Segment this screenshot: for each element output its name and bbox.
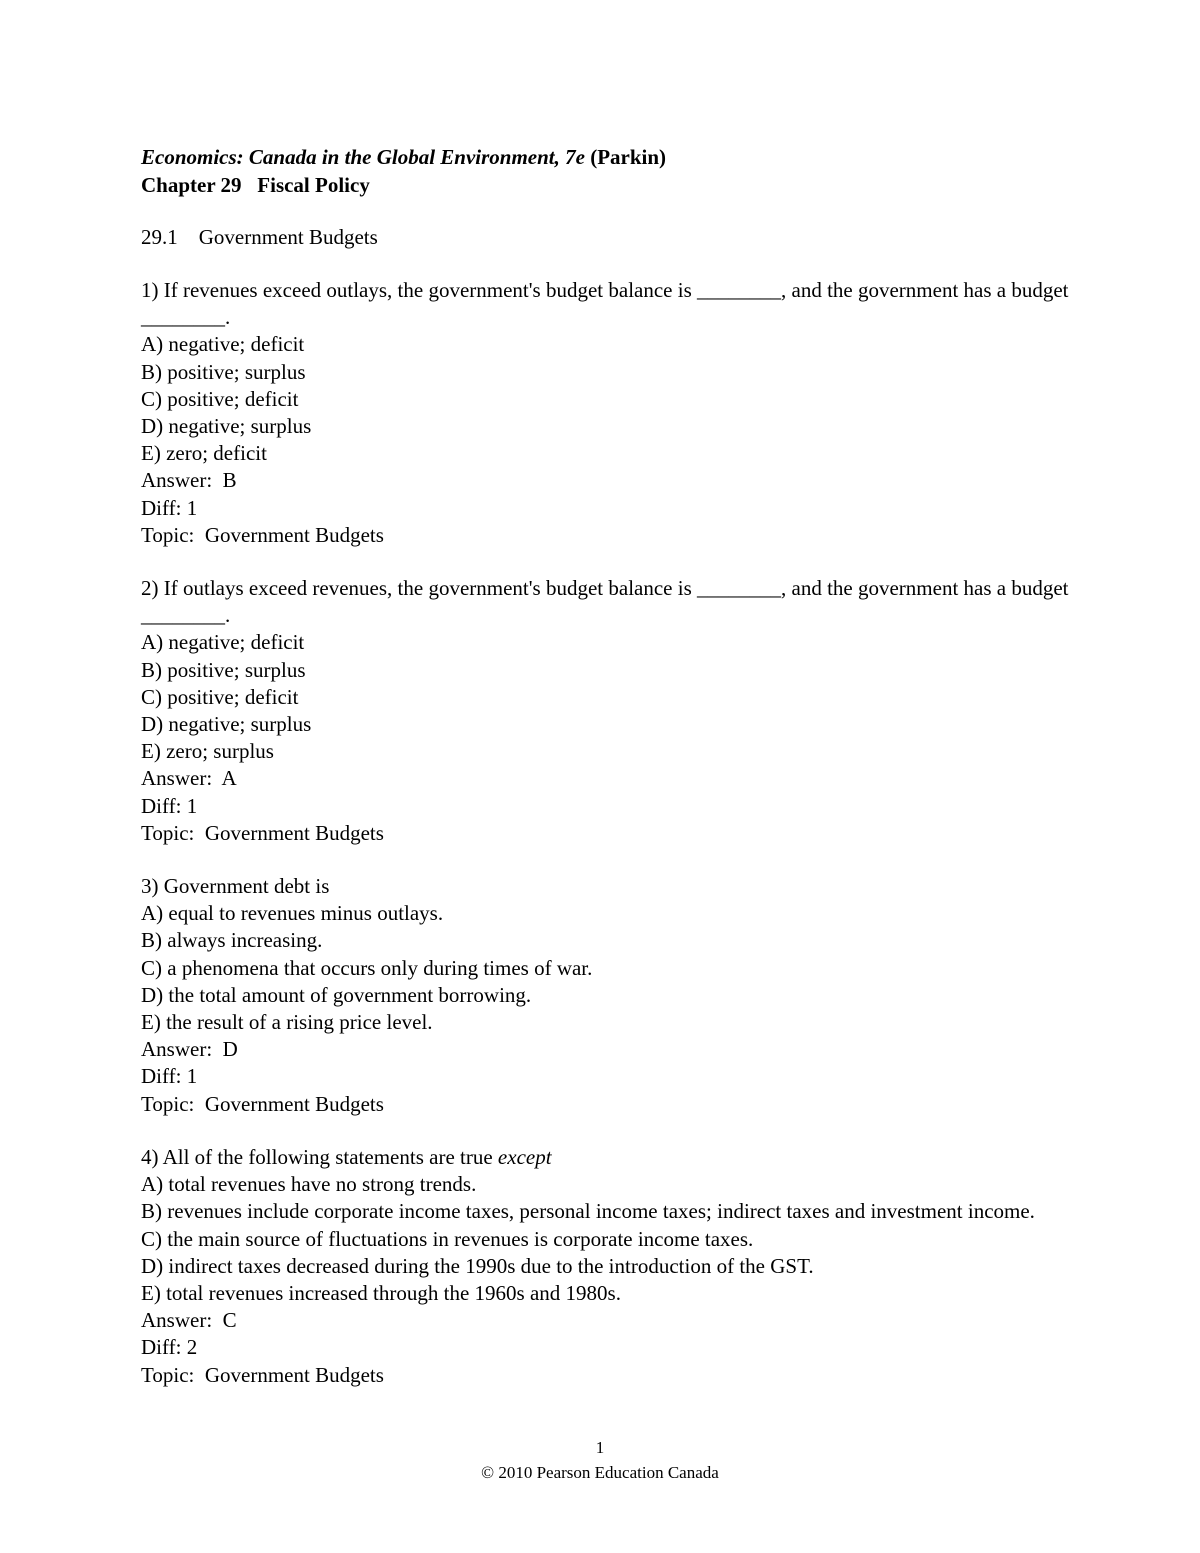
answer-option: A) equal to revenues minus outlays. xyxy=(141,901,444,926)
copyright-notice: © 2010 Pearson Education Canada xyxy=(481,1463,719,1482)
answer-option: E) the result of a rising price level. xyxy=(141,1010,433,1035)
book-title-line xyxy=(141,143,666,171)
answer-option: D) negative; surplus xyxy=(141,414,312,439)
answer-option: B) positive; surplus xyxy=(141,359,306,384)
answer-option: C) a phenomena that occurs only during times of war. xyxy=(141,955,593,980)
topic: Topic: Government Budgets xyxy=(141,522,384,547)
question-3 xyxy=(141,873,1071,1118)
difficulty: Diff: 1 xyxy=(141,495,198,520)
book-author: (Parkin) xyxy=(584,145,667,169)
question-2 xyxy=(141,575,1071,847)
question-stem: 3) Government debt is xyxy=(141,874,330,898)
question-stem-emphasis: except xyxy=(497,1145,552,1169)
answer-option: D) the total amount of government borrowing. xyxy=(141,982,532,1007)
document-header xyxy=(141,143,666,199)
answer-option: D) indirect taxes decreased during the 1990s due to the introduction of the GST. xyxy=(141,1253,814,1278)
topic: Topic: Government Budgets xyxy=(141,1362,384,1387)
answer-option: E) zero; surplus xyxy=(141,739,274,764)
question-stem xyxy=(141,1144,1071,1171)
book-title: Economics: Canada in the Global Environment, 7e xyxy=(141,145,585,169)
answer-key: Answer: D xyxy=(141,1037,238,1062)
answer-option: B) revenues include corporate income taxes, personal income taxes; indirect taxes and investment income. xyxy=(141,1199,1035,1224)
page-number: 1 xyxy=(595,1438,605,1457)
answer-key: Answer: A xyxy=(141,766,237,791)
answer-option: A) negative; deficit xyxy=(141,630,305,655)
answer-option: C) positive; deficit xyxy=(141,386,299,411)
answer-option: B) always increasing. xyxy=(141,928,323,953)
question-stem: 1) If revenues exceed outlays, the government's budget balance is ________, and the government has a budget ________. xyxy=(141,278,1069,330)
difficulty: Diff: 1 xyxy=(141,1064,198,1089)
answer-option: A) negative; deficit xyxy=(141,332,305,357)
answer-option: E) total revenues increased through the 1960s and 1980s. xyxy=(141,1281,621,1306)
chapter-title: Chapter 29 Fiscal Policy xyxy=(141,173,370,197)
question-stem-text: 4) All of the following statements are true xyxy=(141,1145,498,1169)
question-4 xyxy=(141,1144,1071,1389)
answer-option: D) negative; surplus xyxy=(141,712,312,737)
answer-option: B) positive; surplus xyxy=(141,657,306,682)
answer-option: E) zero; deficit xyxy=(141,441,267,466)
question-stem: 2) If outlays exceed revenues, the government's budget balance is ________, and the government has a budget ________. xyxy=(141,576,1069,628)
difficulty: Diff: 1 xyxy=(141,793,198,818)
answer-option: C) the main source of fluctuations in revenues is corporate income taxes. xyxy=(141,1226,754,1251)
section-title: 29.1 Government Budgets xyxy=(141,225,378,249)
answer-key: Answer: C xyxy=(141,1308,237,1333)
topic: Topic: Government Budgets xyxy=(141,1091,384,1116)
answer-key: Answer: B xyxy=(141,468,237,493)
answer-option: A) total revenues have no strong trends. xyxy=(141,1172,477,1197)
answer-option: C) positive; deficit xyxy=(141,684,299,709)
difficulty: Diff: 2 xyxy=(141,1335,198,1360)
topic: Topic: Government Budgets xyxy=(141,820,384,845)
question-1 xyxy=(141,277,1071,549)
